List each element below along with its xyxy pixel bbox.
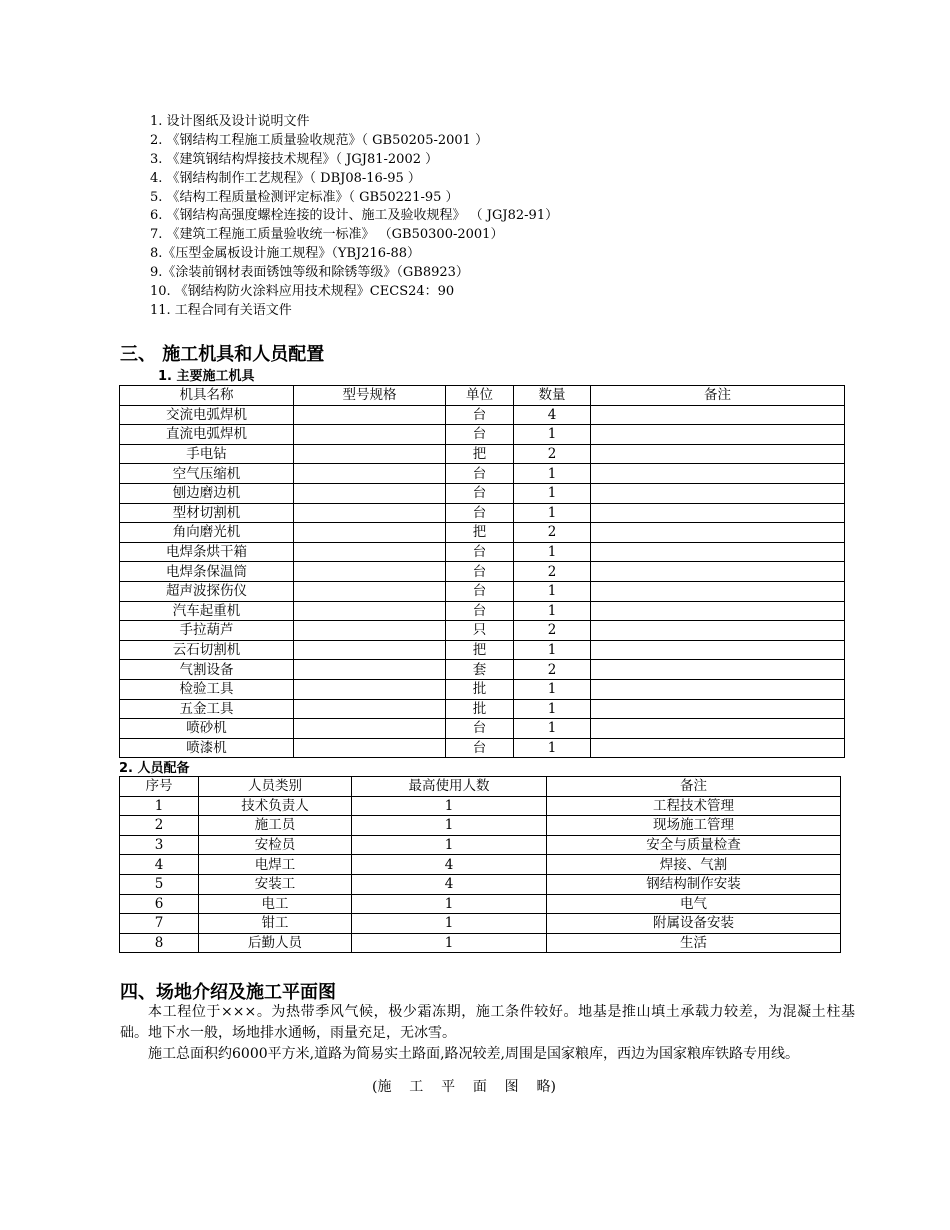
- table-cell: [591, 503, 845, 523]
- table-cell: [294, 523, 446, 543]
- table-row: [120, 719, 845, 739]
- section4-title: 四、场地介绍及施工平面图: [120, 982, 336, 1003]
- column-header: 序号: [120, 777, 199, 797]
- table-cell: 1: [514, 738, 591, 758]
- table-cell: [294, 581, 446, 601]
- reference-item: 10. 《钢结构防火涂料应用技术规程》CECS24：90: [150, 284, 455, 300]
- table-cell: [591, 581, 845, 601]
- table-cell: [591, 425, 845, 445]
- table-row: [120, 874, 841, 894]
- table-cell: 电焊工: [199, 855, 352, 875]
- table-cell: 1: [120, 796, 199, 816]
- table-cell: 气割设备: [120, 660, 294, 680]
- table-cell: 5: [120, 874, 199, 894]
- table-cell: 6: [120, 894, 199, 914]
- table-cell: 4: [514, 405, 591, 425]
- table-cell: 套: [446, 660, 514, 680]
- table-cell: 台: [446, 562, 514, 582]
- table-cell: 2: [120, 816, 199, 836]
- table-cell: 电焊条保温筒: [120, 562, 294, 582]
- table-cell: 1: [514, 464, 591, 484]
- table-cell: 1: [352, 835, 547, 855]
- table-cell: 角向磨光机: [120, 523, 294, 543]
- table-cell: 2: [514, 660, 591, 680]
- table-cell: 4: [352, 855, 547, 875]
- table-cell: 1: [514, 483, 591, 503]
- table-cell: [591, 542, 845, 562]
- table-cell: 钳工: [199, 914, 352, 934]
- table-cell: [294, 405, 446, 425]
- table-cell: [294, 601, 446, 621]
- table-cell: 3: [120, 835, 199, 855]
- table-cell: 云石切割机: [120, 640, 294, 660]
- table-cell: 汽车起重机: [120, 601, 294, 621]
- table-cell: 台: [446, 425, 514, 445]
- table-cell: 手电钻: [120, 444, 294, 464]
- table-cell: 施工员: [199, 816, 352, 836]
- table-cell: 2: [514, 523, 591, 543]
- table-cell: 台: [446, 581, 514, 601]
- table-cell: [294, 679, 446, 699]
- table-cell: 1: [514, 601, 591, 621]
- reference-list: [150, 113, 558, 321]
- site-description: [120, 1002, 855, 1065]
- table-row: [120, 640, 845, 660]
- table-row: [120, 660, 845, 680]
- table-cell: 1: [514, 425, 591, 445]
- table-header-row: [120, 777, 841, 797]
- reference-item: 4. 《钢结构制作工艺规程》（ DBJ08-16-95 ）: [150, 170, 421, 186]
- table-cell: [591, 464, 845, 484]
- table-cell: 五金工具: [120, 699, 294, 719]
- reference-item: 8.《压型金属板设计施工规程》（YBJ216-88）: [150, 246, 420, 262]
- table-cell: 安装工: [199, 874, 352, 894]
- reference-item: 2. 《钢结构工程施工质量验收规范》（ GB50205-2001 ）: [150, 132, 489, 148]
- table-cell: [591, 523, 845, 543]
- table-cell: 后勤人员: [199, 933, 352, 953]
- table-row: [120, 621, 845, 641]
- column-header: 备注: [591, 386, 845, 406]
- table-cell: 1: [514, 640, 591, 660]
- table-row: [120, 483, 845, 503]
- table-cell: 1: [514, 542, 591, 562]
- table-cell: 1: [514, 503, 591, 523]
- table-row: [120, 835, 841, 855]
- table-cell: 批: [446, 679, 514, 699]
- table-cell: [591, 738, 845, 758]
- table-cell: [591, 444, 845, 464]
- personnel-heading: 2. 人员配备: [119, 761, 190, 776]
- equipment-heading: 1. 主要施工机具: [158, 369, 255, 384]
- table-cell: 喷砂机: [120, 719, 294, 739]
- table-cell: 检验工具: [120, 679, 294, 699]
- table-cell: 把: [446, 640, 514, 660]
- table-cell: 空气压缩机: [120, 464, 294, 484]
- table-cell: 1: [352, 894, 547, 914]
- paragraph: 本工程位于×××。为热带季风气候，极少霜冻期，施工条件较好。地基是推山填土承载力较差，为混凝土柱基础。地下水一般，场地排水通畅，雨量充足，无冰雪。: [120, 1004, 855, 1041]
- column-header: 人员类别: [199, 777, 352, 797]
- table-cell: 台: [446, 542, 514, 562]
- table-cell: 只: [446, 621, 514, 641]
- table-row: [120, 914, 841, 934]
- table-cell: [294, 425, 446, 445]
- table-cell: 技术负责人: [199, 796, 352, 816]
- table-cell: 1: [352, 796, 547, 816]
- table-cell: [591, 562, 845, 582]
- table-cell: 电焊条烘干箱: [120, 542, 294, 562]
- table-cell: 台: [446, 483, 514, 503]
- table-cell: 7: [120, 914, 199, 934]
- paragraph: 施工总面积约6000平方米,道路为简易实土路面,路况较差,周围是国家粮库，西边为国家粮库铁路专用线。: [148, 1046, 799, 1062]
- table-row: [120, 444, 845, 464]
- table-cell: [591, 699, 845, 719]
- table-cell: 电气: [547, 894, 841, 914]
- table-cell: 电工: [199, 894, 352, 914]
- table-row: [120, 523, 845, 543]
- table-cell: [294, 719, 446, 739]
- table-cell: [294, 621, 446, 641]
- table-cell: [294, 699, 446, 719]
- table-cell: 2: [514, 444, 591, 464]
- table-cell: 钢结构制作安装: [547, 874, 841, 894]
- plan-caption: (施 工 平 面 图 略): [372, 1079, 556, 1095]
- table-header-row: [120, 386, 845, 406]
- column-header: 单位: [446, 386, 514, 406]
- table-cell: 1: [514, 679, 591, 699]
- table-cell: [591, 601, 845, 621]
- table-cell: 现场施工管理: [547, 816, 841, 836]
- table-row: [120, 581, 845, 601]
- table-cell: 交流电弧焊机: [120, 405, 294, 425]
- table-cell: 生活: [547, 933, 841, 953]
- table-cell: 台: [446, 719, 514, 739]
- table-cell: 4: [352, 874, 547, 894]
- table-cell: 手拉葫芦: [120, 621, 294, 641]
- table-cell: 2: [514, 621, 591, 641]
- table-cell: [294, 483, 446, 503]
- table-cell: 型材切割机: [120, 503, 294, 523]
- table-cell: 台: [446, 405, 514, 425]
- table-cell: 批: [446, 699, 514, 719]
- table-cell: [294, 464, 446, 484]
- table-cell: 1: [352, 914, 547, 934]
- table-cell: 工程技术管理: [547, 796, 841, 816]
- table-cell: [591, 719, 845, 739]
- table-cell: [591, 405, 845, 425]
- table-cell: 安检员: [199, 835, 352, 855]
- table-cell: 把: [446, 523, 514, 543]
- table-row: [120, 405, 845, 425]
- table-cell: [294, 444, 446, 464]
- table-cell: [294, 542, 446, 562]
- table-cell: [294, 640, 446, 660]
- table-cell: [591, 483, 845, 503]
- table-cell: [294, 562, 446, 582]
- table-row: [120, 679, 845, 699]
- table-cell: 1: [352, 816, 547, 836]
- table-cell: 1: [514, 719, 591, 739]
- table-cell: [591, 660, 845, 680]
- reference-item: 1. 设计图纸及设计说明文件: [150, 114, 310, 129]
- table-cell: 8: [120, 933, 199, 953]
- table-row: [120, 562, 845, 582]
- column-header: 备注: [547, 777, 841, 797]
- table-cell: 超声波探伤仪: [120, 581, 294, 601]
- table-row: [120, 933, 841, 953]
- table-cell: [294, 503, 446, 523]
- table-cell: 台: [446, 738, 514, 758]
- table-cell: 把: [446, 444, 514, 464]
- table-cell: [591, 679, 845, 699]
- table-row: [120, 542, 845, 562]
- table-cell: 直流电弧焊机: [120, 425, 294, 445]
- table-cell: 1: [514, 581, 591, 601]
- table-cell: 喷漆机: [120, 738, 294, 758]
- column-header: 机具名称: [120, 386, 294, 406]
- table-row: [120, 816, 841, 836]
- table-row: [120, 464, 845, 484]
- table-row: [120, 601, 845, 621]
- table-row: [120, 699, 845, 719]
- reference-item: 9.《涂装前钢材表面锈蚀等级和除锈等级》（GB8923）: [150, 265, 469, 281]
- table-row: [120, 796, 841, 816]
- table-cell: 台: [446, 601, 514, 621]
- column-header: 数量: [514, 386, 591, 406]
- section3-title: 三、 施工机具和人员配置: [120, 344, 325, 365]
- reference-item: 7. 《建筑工程施工质量验收统一标准》 （GB50300-2001）: [150, 227, 504, 243]
- reference-item: 11. 工程合同有关语文件: [150, 302, 292, 318]
- reference-item: 3. 《建筑钢结构焊接技术规程》（ JGJ81-2002 ）: [150, 151, 439, 167]
- equipment-table: [119, 385, 845, 758]
- table-cell: [591, 621, 845, 641]
- column-header: 型号规格: [294, 386, 446, 406]
- table-cell: 2: [514, 562, 591, 582]
- table-cell: 刨边磨边机: [120, 483, 294, 503]
- table-cell: 安全与质量检查: [547, 835, 841, 855]
- table-row: [120, 738, 845, 758]
- personnel-table: [119, 776, 841, 953]
- table-row: [120, 425, 845, 445]
- table-cell: 附属设备安装: [547, 914, 841, 934]
- column-header: 最高使用人数: [352, 777, 547, 797]
- table-cell: [591, 640, 845, 660]
- table-cell: 4: [120, 855, 199, 875]
- table-cell: [294, 660, 446, 680]
- table-cell: 1: [352, 933, 547, 953]
- table-cell: 1: [514, 699, 591, 719]
- table-cell: [294, 738, 446, 758]
- table-row: [120, 503, 845, 523]
- table-row: [120, 855, 841, 875]
- table-cell: 焊接、气割: [547, 855, 841, 875]
- table-row: [120, 894, 841, 914]
- table-cell: 台: [446, 464, 514, 484]
- reference-item: 6. 《钢结构高强度螺栓连接的设计、施工及验收规程》 （ JGJ82-91）: [150, 208, 559, 224]
- reference-item: 5. 《结构工程质量检测评定标准》（ GB50221-95 ）: [150, 189, 459, 205]
- table-cell: 台: [446, 503, 514, 523]
